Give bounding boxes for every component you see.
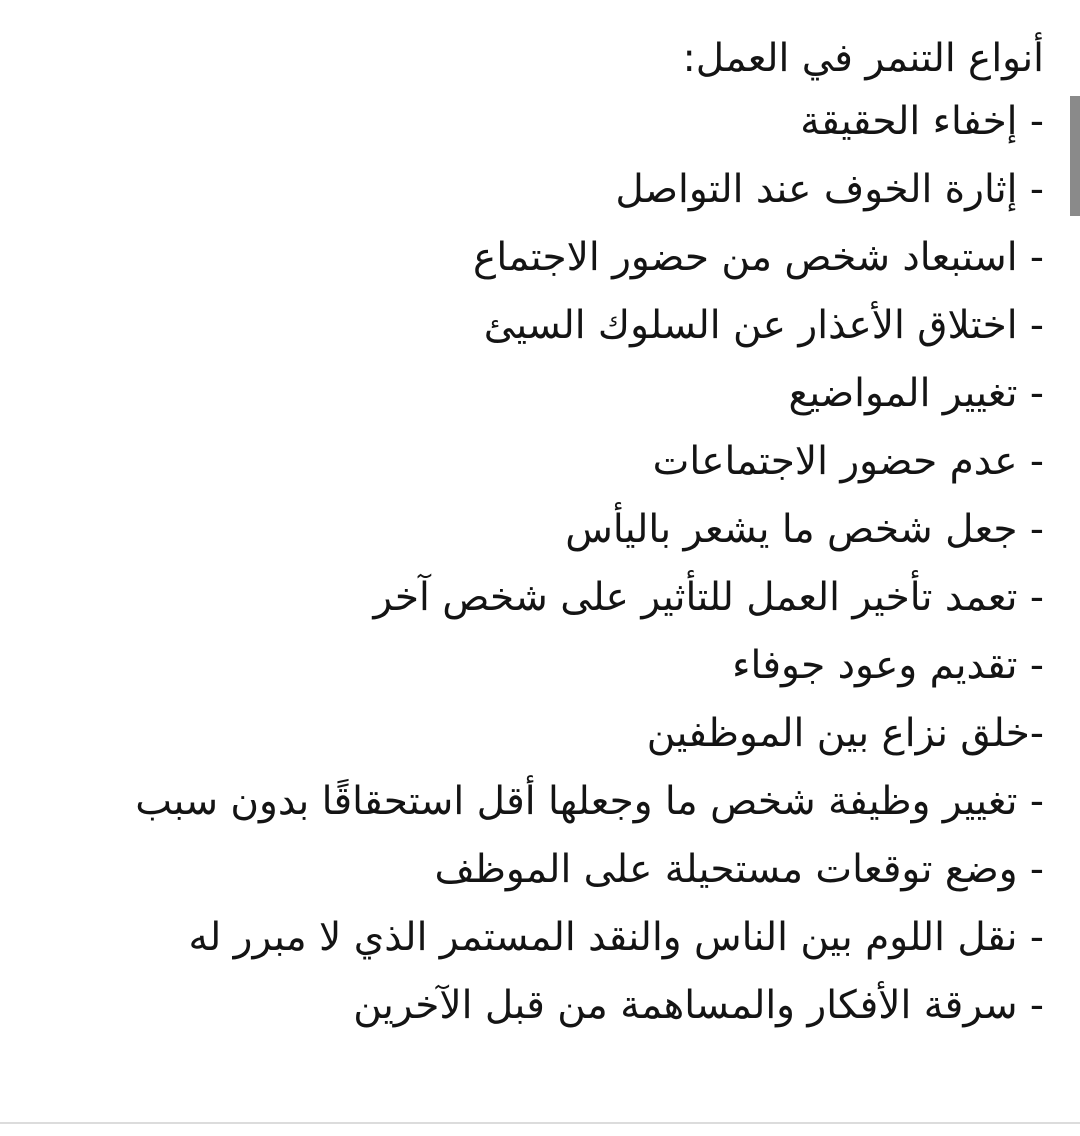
- document-content: [44, 30, 1044, 1040]
- list-item: - عدم حضور الاجتماعات: [652, 439, 1044, 484]
- scrollbar-thumb[interactable]: [1070, 96, 1080, 216]
- bullying-types-list: [44, 88, 1044, 1040]
- list-item: - تغيير المواضيع: [788, 371, 1044, 416]
- list-item: - تعمد تأخير العمل للتأثير على شخص آخر: [373, 575, 1044, 620]
- page-heading: أنواع التنمر في العمل:: [682, 36, 1044, 81]
- list-item: - إثارة الخوف عند التواصل: [615, 167, 1044, 212]
- list-item: - تقديم وعود جوفاء: [732, 643, 1044, 688]
- list-item: - استبعاد شخص من حضور الاجتماع: [473, 235, 1044, 280]
- list-item: - جعل شخص ما يشعر باليأس: [565, 507, 1044, 552]
- list-item: -خلق نزاع بين الموظفين: [646, 711, 1044, 756]
- list-item: - سرقة الأفكار والمساهمة من قبل الآخرين: [353, 983, 1044, 1028]
- bottom-divider: [0, 1122, 1080, 1124]
- list-item: - تغيير وظيفة شخص ما وجعلها أقل استحقاقًا بدون سبب: [135, 779, 1044, 824]
- list-item: - إخفاء الحقيقة: [800, 99, 1044, 144]
- list-item: - وضع توقعات مستحيلة على الموظف: [434, 847, 1044, 892]
- list-item: - نقل اللوم بين الناس والنقد المستمر الذي لا مبرر له: [188, 915, 1044, 960]
- list-item: - اختلاق الأعذار عن السلوك السيئ: [483, 303, 1044, 348]
